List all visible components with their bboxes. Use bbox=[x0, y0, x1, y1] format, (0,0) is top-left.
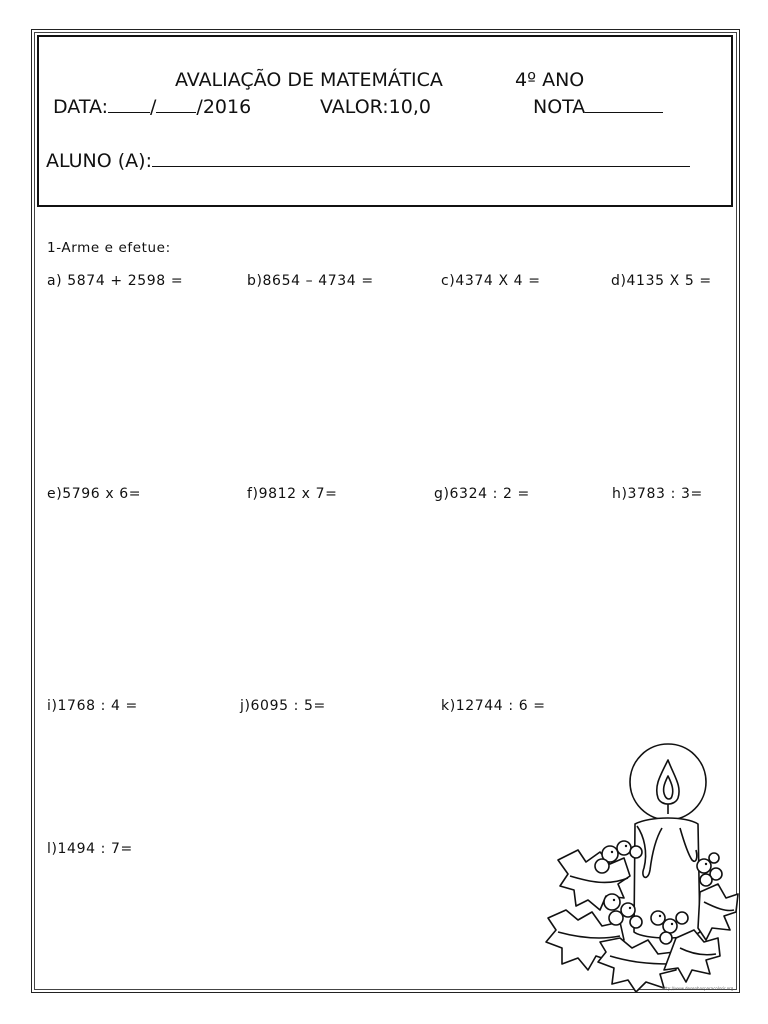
date-month-blank[interactable] bbox=[156, 111, 196, 113]
aluno-label: ALUNO (A): bbox=[46, 150, 152, 172]
date-year: /2016 bbox=[196, 96, 252, 118]
nota-blank[interactable] bbox=[585, 111, 663, 113]
exercise-item-l: l)1494 : 7= bbox=[47, 841, 133, 857]
exercise-item-d: d)4135 X 5 = bbox=[611, 273, 712, 289]
grade-label: 4º ANO bbox=[515, 69, 585, 91]
aluno-field[interactable] bbox=[46, 152, 690, 171]
exercise-item-a: a) 5874 + 2598 = bbox=[47, 273, 184, 289]
exercise-item-k: k)12744 : 6 = bbox=[441, 698, 546, 714]
exercise-item-j: j)6095 : 5= bbox=[240, 698, 326, 714]
exercise-item-f: f)9812 x 7= bbox=[247, 486, 338, 502]
exercise-instruction: 1-Arme e efetue: bbox=[47, 240, 171, 256]
exam-title: AVALIAÇÃO DE MATEMÁTICA bbox=[175, 69, 443, 91]
valor-value: 10,0 bbox=[388, 96, 431, 118]
valor-field bbox=[320, 98, 431, 117]
valor-label: VALOR: bbox=[320, 96, 389, 118]
date-label: DATA: bbox=[53, 96, 109, 118]
exercise-item-g: g)6324 : 2 = bbox=[434, 486, 530, 502]
date-field[interactable] bbox=[53, 98, 251, 117]
exercise-item-b: b)8654 – 4734 = bbox=[247, 273, 374, 289]
candle-holly-icon bbox=[540, 742, 740, 992]
date-day-blank[interactable] bbox=[108, 111, 150, 113]
aluno-name-blank[interactable] bbox=[152, 165, 690, 167]
exercise-item-i: i)1768 : 4 = bbox=[47, 698, 138, 714]
date-separator: / bbox=[150, 96, 157, 118]
illustration-credit: http://www.desenhosparacolorir.org bbox=[662, 986, 734, 991]
header-box bbox=[37, 35, 733, 207]
exercise-item-c: c)4374 X 4 = bbox=[441, 273, 541, 289]
nota-field[interactable] bbox=[533, 98, 663, 117]
exercise-item-h: h)3783 : 3= bbox=[612, 486, 703, 502]
exercise-item-e: e)5796 x 6= bbox=[47, 486, 142, 502]
nota-label: NOTA bbox=[533, 96, 586, 118]
